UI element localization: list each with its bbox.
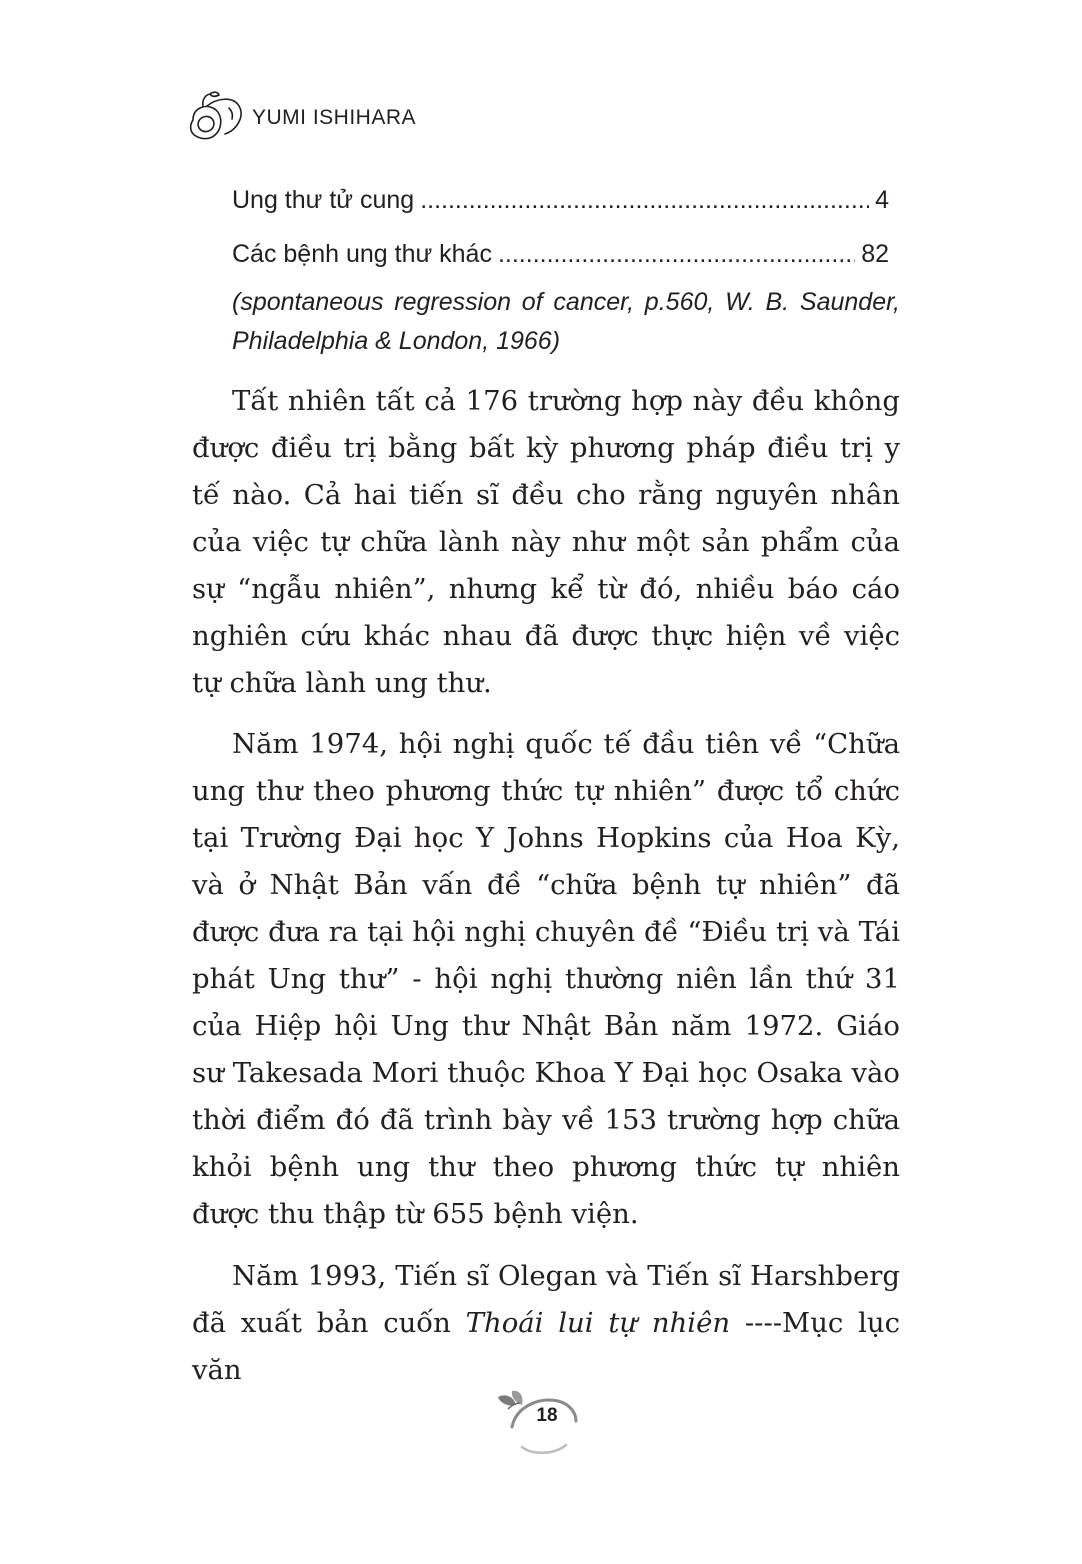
body-paragraph [192, 1253, 900, 1394]
toc-entry-page: 82 [861, 240, 889, 268]
toc-entry-label: Ung thư tử cung [232, 186, 415, 214]
toc-entry [232, 184, 889, 216]
page-footer [492, 1385, 582, 1455]
toc-entry [232, 238, 889, 270]
body-paragraph: Tất nhiên tất cả 176 trường hợp này đều không được điều trị bằng bất kỳ phương pháp điều trị y tế nào. Cả hai tiến sĩ đều cho rằng nguyên nhân của việc tự chữa lành này như một sản phẩm của sự “ngẫu nhiên”, nhưng kể từ đó, nhiều báo cáo nghiên cứu khác nhau đã được thực hiện về việc tự chữa lành ung thư. [192, 385, 900, 699]
toc-entry-label: Các bệnh ung thư khác [232, 240, 492, 268]
body-text-run: Năm 1993, Tiến sĩ Olegan và Tiến sĩ Harshberg đã xuất bản cuốn [192, 1260, 900, 1339]
toc-dot-leader [420, 184, 869, 216]
avocado-icon [183, 86, 245, 148]
book-title: Thoái lui tự nhiên [465, 1307, 731, 1339]
toc-entry-page: 4 [875, 186, 889, 214]
page-number: 18 [536, 1405, 558, 1426]
citation-note: (spontaneous regression of cancer, p.560, W. B. Saunder, Philadelphia & London, 1966) [232, 288, 900, 355]
body-text-run: ----Mục lục văn [192, 1307, 900, 1386]
author-name: YUMI ISHIHARA [252, 106, 417, 129]
toc-dot-leader [498, 238, 855, 270]
body-paragraph: Năm 1974, hội nghị quốc tế đầu tiên về “Chữa ung thư theo phương thức tự nhiên” được tổ chức tại Trường Đại học Y Johns Hopkins của Hoa Kỳ, và ở Nhật Bản vấn đề “chữa bệnh tự nhiên” đã được đưa ra tại hội nghị chuyên đề “Điều trị và Tái phát Ung thư” - hội nghị thường niên lần thứ 31 của Hiệp hội Ung thư Nhật Bản năm 1972. Giáo sư Takesada Mori thuộc Khoa Y Đại học Osaka vào thời điểm đó đã trình bày về 153 trường hợp chữa khỏi bệnh ung thư theo phương thức tự nhiên được thu thập từ 655 bệnh viện. [192, 728, 900, 1230]
